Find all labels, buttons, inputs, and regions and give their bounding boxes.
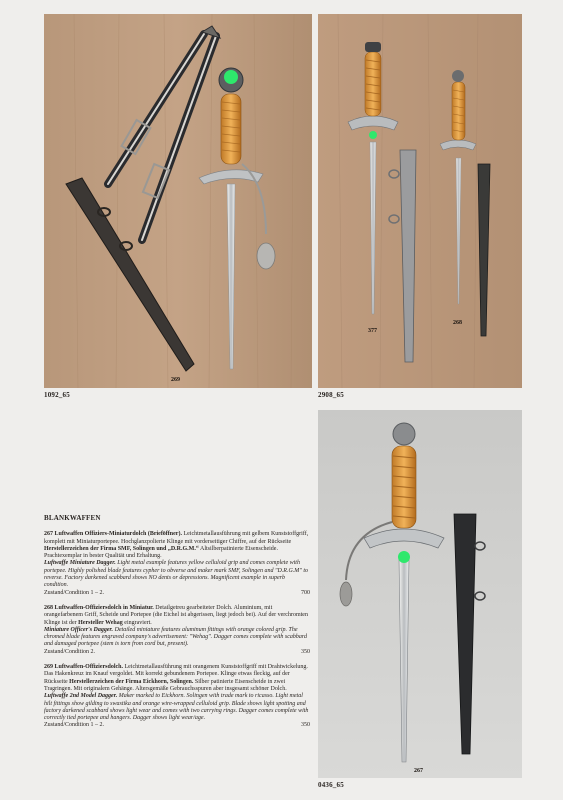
lot-maker-de: Herstellerzeichen der Firma SMF, Solingen und „D.R.G.M.“ [44,545,199,552]
lot-condition: Zustand/Condition 1 – 2. [44,589,104,596]
lot-number: 269 [44,664,53,671]
lot-price: 350 [301,648,310,655]
lot-price: 350 [301,722,310,729]
photo-caption: 2908_65 [318,391,344,399]
photo-caption: 1092_65 [44,391,70,399]
lot-text-en: Detailed miniature features aluminum fittings with orange colored grip. The chromed blade features engraved company's advertisement: "Wehag". Dagger comes complete with scabbard and damaged portepee (stem is torn from cord but, present). [44,626,308,648]
photo-lot-label: 267 [414,768,423,774]
lot-text-de: Leichtmetallausführung mit orangenem Kunststoffgriff mit Drahtwickelung. Das Hakenkreuz im Knauf vergoldet. Mit korrekt gebundenem Portepee. Klinge etwas fleckig, auf der Rückseite [44,664,308,685]
lot-title-de: Luftwaffen Offiziers-Miniaturdolch (Brieföffner). [54,531,182,538]
lot-condition: Zustand/Condition 1 – 2. [44,722,104,729]
lot-text-de: Leichtmetallausführung mit gelbem Kunststoffgriff, komplett mit Miniaturportepee. Hochglanzpolierte Klinge mit vorderseitiger Chiffre, auf der Rückseite [44,531,309,545]
lot-title-de: Luftwaffen-Offiziersdolch in Miniatur. [54,604,154,611]
photo-lot-label: 269 [171,377,180,383]
photo-lot-label: 268 [453,320,462,326]
lot-title-en: Miniature Officer's Dagger. [44,626,114,633]
lot-text-de-2: Altsilberpatinierte Eisenscheide. Prachtexemplar in bester Qualität und Erhaltung. [44,545,278,560]
lot-title-de: Luftwaffen-Offiziersdolch. [54,664,123,671]
lot-text-de-2: eingraviert. [122,619,152,626]
lot-condition: Zustand/Condition 2. [44,648,95,655]
lot-title-en: Luftwaffe Miniature Dagger. [44,560,116,567]
lot-maker-de: Herstellerzeichen der Firma Eickhorn, Solingen. [69,678,194,685]
lot-number: 268 [44,604,53,611]
lot-269 [44,664,310,730]
lot-title-en: Luftwaffe 2nd Model Dagger. [44,693,118,700]
photo-dagger-269-hangers [44,14,312,388]
photo-daggers-377-268 [318,14,522,388]
lot-text-en: Light metal example features yellow celluloid grip and comes complete with portepee. Highly polished blade features cypher to obverse and maker mark SMF, Solingen and "D.R.G.M" to reverse. Factory darkened scabbard shows NO dents or depressions. Magnificent example in superb condition. [44,560,308,589]
lot-268 [44,605,310,656]
photo-caption: 0436_65 [318,781,344,789]
lot-text-de-2: Silber patinierte Eisenscheide in zwei Tragringen. Mit originalem Gehänge. Altersgemäße Gebrauchsspuren aber insgesamt schöner Dolch. [44,678,287,692]
catalog-text-column [44,515,310,738]
lot-267 [44,531,310,597]
photo-lot-label: 377 [368,328,377,334]
lot-maker-de: Hersteller Wehag [78,619,123,626]
photo-dagger-267 [318,410,522,778]
lot-text-de: Detailgetreu gearbeiteter Dolch. Aluminium, mit orangefarbenem Griff, Scheide und Portepee (die Eichel ist abgerissen, liegt jedoch bei). Auf der verchromten Klinge ist der [44,604,308,626]
lot-number: 267 [44,531,53,538]
lot-text-en: Maker marked to Eickhorn. Solingen with trade mark to ricasso. Light metal hilt fittings show gilding to swastika and orange wire-wrapped celluloid grip. Blade shows light spotting and factory darkened scabbard shows light wear and comes with two carrying rings. Dagger comes complete with correctly tied portepee and hangers. Dagger shows light wear/age. [44,693,309,722]
section-title: BLANKWAFFEN [44,514,101,522]
lot-price: 700 [301,589,310,596]
